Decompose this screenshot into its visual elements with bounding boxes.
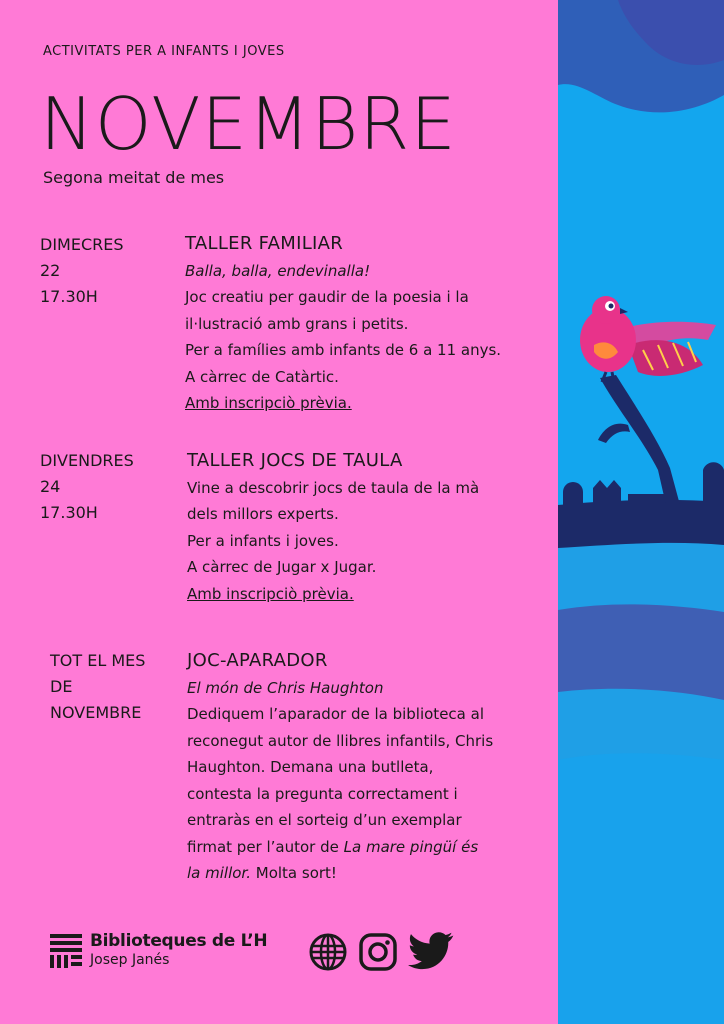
event-title: TALLER FAMILIAR (185, 233, 344, 254)
event-description-line: entraràs en el sorteig d’un exemplar (187, 811, 462, 829)
event-period: NOVEMBRE (50, 703, 142, 722)
event-period: DE (50, 677, 73, 696)
event-details (187, 648, 557, 887)
event-description-line: Joc creatiu per gaudir de la poesia i la (185, 288, 469, 306)
text-run: firmat per l’autor de (187, 837, 344, 856)
event-subtitle: El món de Chris Haughton (187, 678, 384, 697)
event-time: 17.30H (40, 503, 98, 522)
event-description-line: contesta la pregunta correctament i (187, 784, 458, 803)
event-description-line: Haughton. Demana una butlleta, (187, 758, 434, 776)
event-description-line: Vine a descobrir jocs de taula de la mà (187, 478, 480, 497)
illustration-panel (558, 0, 724, 1024)
event-day-name: DIMECRES (40, 235, 124, 254)
event-date (40, 448, 134, 526)
event-subtitle: Balla, balla, endevinalla! (185, 261, 371, 280)
event-description-line: Per a famílies amb infants de 6 a 11 anys. (185, 341, 502, 359)
event-description-line: A càrrec de Jugar x Jugar. (187, 558, 377, 576)
event-day-number: 24 (40, 477, 61, 496)
event-description-line-mixed (187, 860, 557, 887)
event-title: JOC-APARADOR (187, 650, 328, 671)
eyebrow-label: ACTIVITATS PER A INFANTS I JOVES (43, 44, 285, 59)
event-title: TALLER JOCS DE TAULA (187, 450, 403, 471)
book-title: La mare pingüí és (343, 837, 479, 856)
library-subname: Josep Janés (90, 952, 170, 968)
registration-link[interactable]: Amb inscripciò prèvia. (185, 394, 352, 412)
event-description-line: il·lustració amb grans i petits. (185, 314, 409, 333)
bird-illustration (558, 0, 724, 1024)
event-day-name: DIVENDRES (40, 451, 134, 470)
event-description-line: A càrrec de Catàrtic. (185, 367, 339, 386)
registration-link[interactable]: Amb inscripciò prèvia. (187, 584, 354, 603)
event-time: 17.30H (40, 287, 98, 306)
library-logo-text (90, 931, 267, 969)
library-name: Biblioteques de L’H (90, 931, 268, 951)
book-title-cont: la millor. (187, 864, 251, 882)
event-description-line: Per a infants i joves. (187, 531, 339, 550)
twitter-icon[interactable] (408, 932, 456, 972)
event-date (40, 232, 124, 310)
library-logo[interactable] (48, 930, 267, 970)
instagram-icon[interactable] (358, 932, 398, 972)
page-title: NOVEMBRE (40, 82, 457, 166)
event-description-line: reconegut autor de llibres infantils, Chris (187, 731, 494, 750)
event-day-number: 22 (40, 261, 61, 280)
event-period: TOT EL MES (50, 651, 146, 670)
library-logo-icon (48, 930, 84, 970)
text-run: Molta sort! (250, 864, 337, 882)
event-description-line: dels millors experts. (187, 505, 339, 523)
event-description-line: Dediquem l’aparador de la biblioteca al (187, 705, 484, 723)
event-details (185, 231, 555, 417)
event-description-line-mixed (187, 834, 557, 861)
event-details (187, 448, 557, 607)
page-subtitle: Segona meitat de mes (43, 168, 225, 187)
globe-icon[interactable] (308, 932, 348, 972)
event-date (50, 648, 145, 726)
